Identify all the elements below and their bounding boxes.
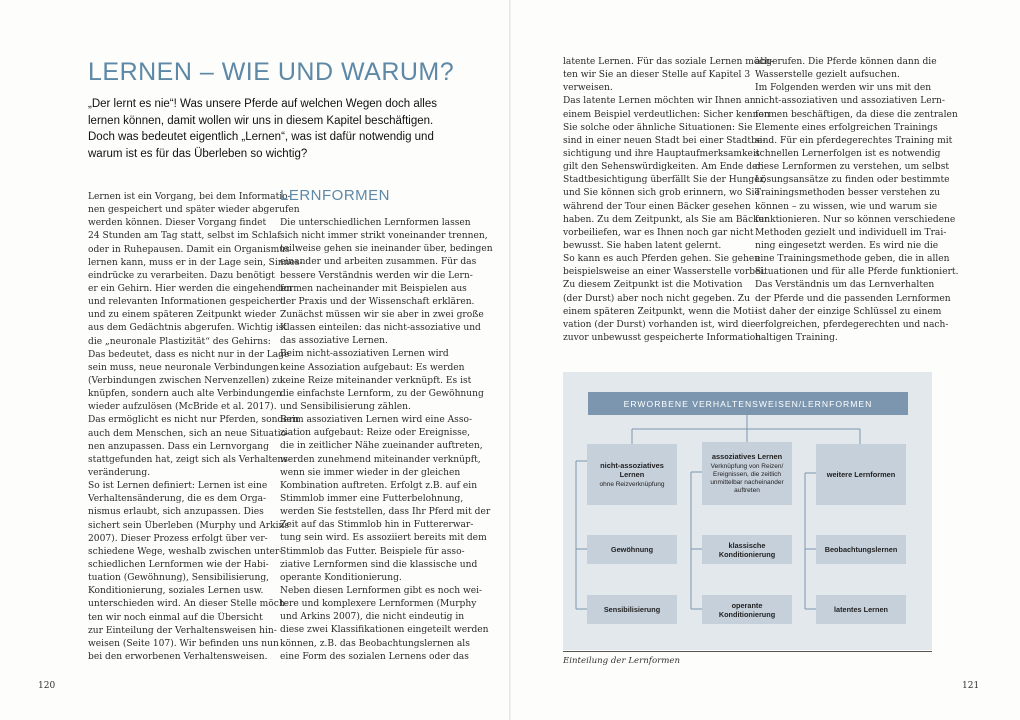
text-line: weisen (Seite 107). Wir befinden uns nun [88,638,279,649]
text-line: Zeit auf das Stimmlob hin in Futtererwar- [280,520,474,531]
text-line: ziation aufgebaut: Reize oder Ereignisse, [280,428,471,439]
text-line: einem Beispiel verdeutlichen: Sicher kennen [563,109,770,120]
text-line: keine Reize miteinander verknüpft. Es ist [280,375,472,386]
text-line: Trainingsmethoden besser verstehen zu [755,188,941,199]
text-line: bei den erworbenen Verhaltensweisen. [88,651,268,662]
body-column-4 [755,56,958,345]
text-line: formen beschäftigen, da diese die zentralen [755,109,958,120]
text-line: das assoziative Lernen. [280,336,388,347]
text-line: aus dem Gedächtnis abgerufen. Wichtig ist [88,323,287,334]
text-line: sind in einer neuen Stadt bei einer Stadtbe- [563,135,766,146]
text-line: sein muss, neue neuronale Verbindungen [88,362,279,373]
text-line: und zu einem späteren Zeitpunkt wieder [88,310,276,321]
category-non-associative [587,444,677,505]
text-line: bessere Verständnis werden wir die Lern- [280,270,473,281]
text-line: Neben diesen Lernformen gibt es noch wei- [280,585,483,596]
text-line: Beim assoziativen Lernen wird eine Asso- [280,415,473,426]
item-klassische-konditionierung: klassische Konditionierung [702,535,792,564]
text-line: eindrücke zu verarbeiten. Dazu benötigt [88,270,275,281]
text-line: verweisen. [563,83,613,94]
text-line: diese zwei Klassifikationen eingeteilt werden [280,625,489,636]
chapter-intro: „Der lernt es nie“! Was unsere Pferde auf welchen Wegen doch alles lernen können, damit wollen wir uns in diesem Kapitel beschäftigen. Doch was bedeutet eigentlich „Lernen“, was ist dafür notwendig und warum ist es für das Überleben so wichtig? [88,98,438,160]
caption-rule [563,651,932,652]
text-line: Wasserstelle gezielt aufsuchen. [755,70,900,81]
text-line: tung sein wird. Es assoziiert bereits mit dem [280,533,487,544]
text-line: nen gespeichert und später wieder abgerufen [88,205,300,216]
text-line: sich nicht immer strikt voneinander trennen, [280,231,488,242]
text-line: teilweise gehen sie ineinander über, bedingen [280,244,493,255]
text-line: erfolgreichen, pferdegerechten und nach- [755,319,949,330]
text-line: haben. Zu dem Zeitpunkt, als Sie am Bäcker [563,214,769,225]
text-line: und relevanten Informationen gespeichert [88,297,284,308]
text-line: einander und arbeiten zusammen. Für das [280,257,477,268]
text-line: und Arkins 2007), die nicht eindeutig in [280,612,465,623]
text-line: ist daher der einzige Schlüssel zu einem [755,306,942,317]
text-line: vorbeiliefen, war es Ihnen noch gar nicht [563,227,754,238]
text-line: wieder aufzulösen (McBride et al. 2017). [88,402,277,413]
text-line: latente Lernen. Für das soziale Lernen möch- [563,57,774,67]
text-line: nismus erlaubt, sich anzupassen. Dies [88,507,264,518]
item-operante-konditionierung: operante Konditionierung [702,595,792,624]
diagram-caption: Einteilung der Lernformen [563,656,680,666]
text-line: (Verbindungen zwischen Nervenzellen) zu [88,375,283,386]
text-line: knüpfen, sondern auch alte Verbindungen [88,389,282,400]
text-line: zuvor unbewusst gespeicherte Information [563,332,762,343]
item-beobachtungslernen: Beobachtungslernen [816,535,906,564]
text-line: wenn sie immer wieder in der gleichen [280,467,461,478]
text-line: Lernen ist ein Vorgang, bei dem Informatio- [88,192,291,202]
text-line: eine Trainingsmethode geben, die in allen [755,254,950,265]
category-subtitle: Verknüpfung von Reizen/ Ereignissen, die zeitlich unmittelbar nacheinander auftreten [710,462,784,494]
text-line: gilt den Sehenswürdigkeiten. Am Ende der [563,162,762,173]
text-line: (der Durst) aber noch nicht gegeben. Zu [563,293,750,304]
text-line: bewusst. Sie haben latent gelernt. [563,240,722,251]
text-line: die in zeitlicher Nähe zueinander auftreten, [280,441,483,452]
body-column-3 [563,56,773,345]
text-line: Das Verständnis um das Lernverhalten [755,280,935,291]
text-line: einem späteren Zeitpunkt, wenn die Moti- [563,306,758,317]
body-column-1 [88,191,303,664]
text-line: keine Assoziation aufgebaut: Es werden [280,362,465,373]
category-title: nicht-assoziatives Lernen [600,460,664,479]
text-line: formen nacheinander mit Beispielen aus [280,283,467,294]
text-line: Situationen und für alle Pferde funktioniert. [755,267,959,278]
item-gewoehnung: Gewöhnung [587,535,677,564]
text-line: auch dem Menschen, sich an neue Situatio- [88,428,290,439]
text-line: schiedlichen Lernformen wie der Habi- [88,559,269,570]
text-line: tere und komplexere Lernformen (Murphy [280,599,477,610]
text-line: Kombination auftreten. Erfolgt z.B. auf ein [280,480,478,491]
text-line: Die unterschiedlichen Lernformen lassen [280,218,471,228]
text-line: Lösungsansätze zu finden oder bestimmte [755,175,950,186]
text-line: nen anzupassen. Dass ein Lernvorgang [88,441,269,452]
text-line: ten wir Sie an dieser Stelle auf Kapitel 3 [563,70,751,81]
text-line: werden können. Dieser Vorgang findet [88,218,267,229]
text-line: während der Tour einen Bäcker gesehen [563,201,751,212]
text-line: oder in Ruhepausen. Damit ein Organismus [88,244,290,255]
text-line: unterschieden wird. An dieser Stelle möch- [88,599,288,610]
text-line: ten wir noch einmal auf die Übersicht [88,612,263,623]
text-line: die „neuronale Plastizität“ des Gehirns: [88,336,271,347]
item-sensibilisierung: Sensibilisierung [587,595,677,624]
text-line: tuation (Gewöhnung), Sensibilisierung, [88,573,270,584]
text-line: veränderung. [88,467,151,478]
text-line: Stimmlob immer eine Futterbelohnung, [280,493,464,504]
text-line: der Praxis und der Wissenschaft erklären. [280,296,475,307]
text-line: die einfachste Lernform, zu der Gewöhnung [280,388,484,399]
category-other [816,444,906,505]
body-column-2 [280,217,493,664]
text-line: stattgefunden hat, zeigt sich als Verhaltens- [88,454,292,465]
text-line: beispielsweise an einer Wasserstelle vorbei. [563,267,767,278]
text-line: Methoden gezielt und individuell im Trai- [755,227,947,238]
text-line: operante Konditionierung. [280,572,402,583]
text-line: 2007). Dieser Prozess erfolgt über ver- [88,533,268,544]
text-line: Klassen einteilen: das nicht-assoziative und [280,323,481,334]
text-line: schnellen Lernerfolgen ist es notwendig [755,148,941,159]
text-line: ziative Lernformen sind die klassische und [280,559,478,570]
text-line: Zu diesem Zeitpunkt ist die Motivation [563,280,743,291]
text-line: können – zu wissen, wie und warum sie [755,201,938,212]
text-line: Sie solche oder ähnliche Situationen: Sie [563,122,753,133]
text-line: Beim nicht-assoziativen Lernen wird [280,349,449,360]
text-line: Zunächst müssen wir sie aber in zwei große [280,309,484,320]
item-latentes-lernen: latentes Lernen [816,595,906,624]
category-title: assoziatives Lernen [711,452,783,462]
text-line: diese Lernformen zu verstehen, um selbst [755,162,950,173]
text-line: nicht-assoziativen und assoziativen Lern- [755,96,945,107]
diagram-header: ERWORBENE VERHALTENSWEISEN/LERNFORMEN [588,392,908,415]
text-line: Das ermöglicht es nicht nur Pferden, sondern [88,415,299,426]
text-line: sichtigung und ihre Hauptaufmerksamkeit [563,148,760,159]
text-line: werden zunehmend miteinander verknüpft, [280,454,481,465]
text-line: funktionieren. Nur so können verschiedene [755,214,956,225]
text-line: vation (der Durst) vorhanden ist, wird die [563,319,756,330]
category-associative [702,442,792,505]
text-line: Das latente Lernen möchten wir Ihnen an [563,96,756,107]
text-line: Im Folgenden werden wir uns mit den [755,83,932,94]
text-line: zur Einteilung der Verhaltensweisen hin- [88,625,277,636]
text-line: ning eingesetzt werden. Es wird nie die [755,240,939,251]
text-line: Verhaltensänderung, die es dem Orga- [88,494,267,505]
text-line: lernen kann, muss er in der Lage sein, Sinnes- [88,257,303,268]
text-line: 24 Stunden am Tag statt, selbst im Schlaf [88,231,281,242]
section-heading-lernformen: LERNFORMEN [280,187,391,204]
page-number-right: 121 [962,681,980,691]
text-line: Stimmlob das Futter. Beispiele für asso- [280,546,465,557]
text-line: er ein Gehirn. Hier werden die eingehenden [88,283,293,294]
text-line: So kann es auch Pferden gehen. Sie gehen [563,254,761,265]
text-line: Konditionierung, soziales Lernen usw. [88,586,264,597]
book-spine [509,0,511,720]
text-line: können, z.B. das Beobachtungslernen als [280,638,470,649]
page-number-left: 120 [38,681,56,691]
text-line: abgerufen. Die Pferde können dann die [755,57,937,67]
text-line: und Sensibilisierung zählen. [280,401,411,412]
text-line: Elemente eines erfolgreichen Trainings [755,122,938,133]
text-line: Das bedeutet, dass es nicht nur in der Lage [88,349,290,360]
text-line: So ist Lernen definiert: Lernen ist eine [88,481,268,492]
text-line: schiedene Wege, weshalb zwischen unter- [88,546,283,557]
text-line: und Sie können sich grob erinnern, wo Sie [563,188,760,199]
text-line: haltigen Training. [755,332,838,343]
learning-forms-diagram [563,372,932,650]
text-line: sichert sein Überleben (Murphy und Arkins [88,520,290,531]
text-line: Stadtbesichtigung überfällt Sie der Hunger, [563,175,766,186]
text-line: eine Form des sozialen Lernens oder das [280,651,469,662]
chapter-title: LERNEN – WIE UND WARUM? [88,58,455,86]
text-line: sind. Für ein pferdegerechtes Training mit [755,135,953,146]
category-subtitle: ohne Reizverknüpfung [599,480,665,488]
text-line: werden Sie feststellen, dass Ihr Pferd mit der [280,507,491,518]
category-title: weitere Lernformen [826,469,896,479]
text-line: der Pferde und die passenden Lernformen [755,293,951,304]
